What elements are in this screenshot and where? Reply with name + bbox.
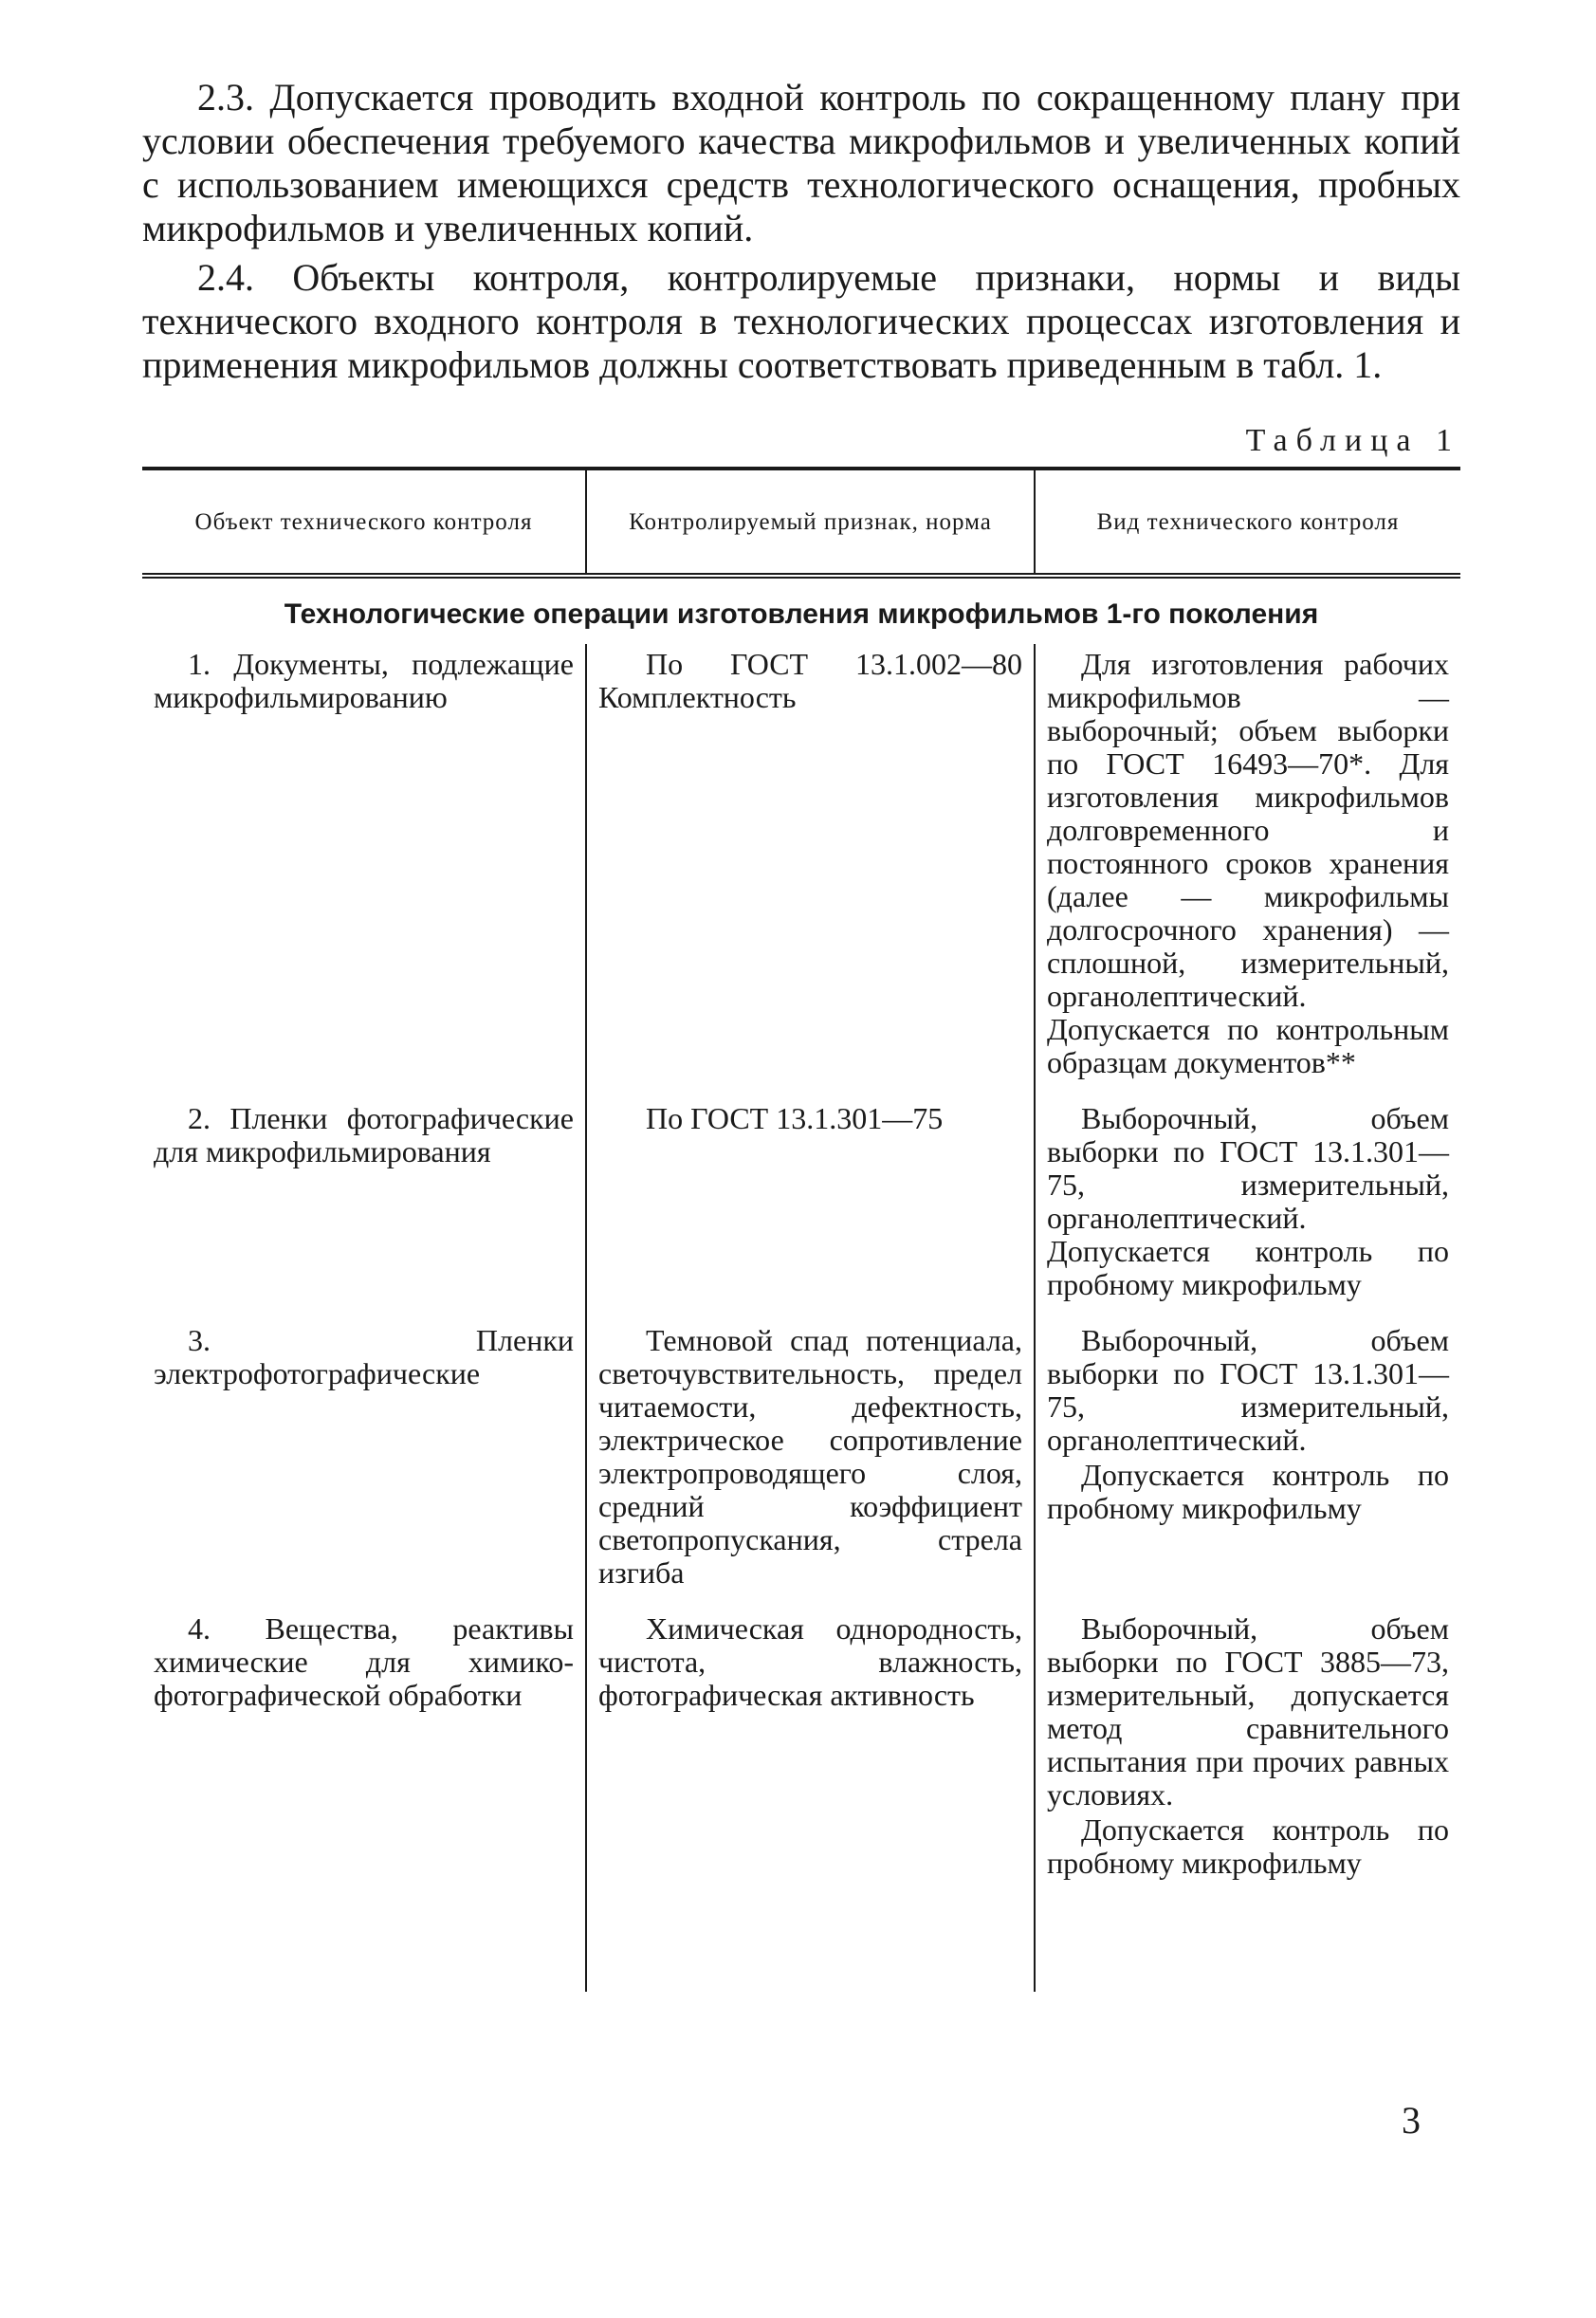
row-feature: По ГОСТ 13.1.002—80 Комплектность xyxy=(586,644,1035,1098)
paragraph-2-3: 2.3. Допускается проводить входной контроль по сокращенному плану при условии обеспечения требуемого качества микрофильмов и увеличенных копий с использованием имеющихся средств технологического оснащения, пробных микрофильмов и увеличенных копий. xyxy=(142,76,1460,249)
row-kind xyxy=(1035,1609,1460,1992)
table-section-row xyxy=(142,576,1460,644)
row-object: 1. Документы, подлежащие микрофильмированию xyxy=(154,647,574,714)
row-kind-note: Допускается контроль по пробному микрофильму xyxy=(1047,1458,1449,1525)
table-row xyxy=(142,1320,1460,1609)
row-kind xyxy=(1035,644,1460,1098)
row-kind-text: Выборочный, объем выборки по ГОСТ 3885—73, измерительный, допускается метод сравнительного испытания при прочих равных условиях. xyxy=(1047,1611,1449,1812)
row-kind-text: Для изготовления рабочих микрофильмов — выборочный; объем выборки по ГОСТ 16493—70*. Для изготовления микрофильмов долговременного и постоянного сроков хранения (далее — микрофильмы долгосрочного хранения) — сплошной, измерительный, органолептический. Допускается по контрольным образцам документов** xyxy=(1047,647,1449,1079)
document-page xyxy=(142,76,1460,1992)
row-object: 2. Пленки фотографические для микрофильмирования xyxy=(154,1101,574,1168)
paragraph-2-4: 2.4. Объекты контроля, контролируемые признаки, нормы и виды технического входного контроля в технологических процессах изготовления и применения микрофильмов должны соответствовать приведенным в табл. 1. xyxy=(142,256,1460,386)
header-kind: Вид технического контроля xyxy=(1035,469,1460,576)
table-row xyxy=(142,644,1460,1098)
row-feature: Химическая однородность, чистота, влажность, фотографическая активность xyxy=(586,1609,1035,1992)
header-feature: Контролируемый признак, норма xyxy=(586,469,1035,576)
table-header-row xyxy=(142,469,1460,576)
row-kind xyxy=(1035,1320,1460,1609)
table-row xyxy=(142,1609,1460,1992)
row-object: 4. Вещества, реактивы химические для химико-фотографической обработки xyxy=(154,1611,574,1712)
row-kind-text: Выборочный, объем выборки по ГОСТ 13.1.301—75, измерительный, органолептический. Допускается контроль по пробному микрофильму xyxy=(1047,1101,1449,1301)
row-kind-note: Допускается контроль по пробному микрофильму xyxy=(1047,1812,1449,1880)
section-title: Технологические операции изготовления микрофильмов 1-го поколения xyxy=(284,598,1319,630)
header-object: Объект технического контроля xyxy=(142,469,586,576)
row-feature: По ГОСТ 13.1.301—75 xyxy=(586,1098,1035,1320)
table-caption: Таблица 1 xyxy=(1245,423,1460,458)
control-table xyxy=(142,467,1460,1992)
table-row xyxy=(142,1098,1460,1320)
page-number: 3 xyxy=(1402,2099,1421,2142)
row-object: 3. Пленки электрофотографические xyxy=(154,1323,574,1390)
row-kind xyxy=(1035,1098,1460,1320)
row-feature: Темновой спад потенциала, светочувствительность, предел читаемости, дефектность, электрическое сопротивление электропроводящего слоя, средний коэффициент светопропускания, стрела изгиба xyxy=(586,1320,1035,1609)
row-kind-text: Выборочный, объем выборки по ГОСТ 13.1.301—75, измерительный, органолептический. xyxy=(1047,1323,1449,1457)
